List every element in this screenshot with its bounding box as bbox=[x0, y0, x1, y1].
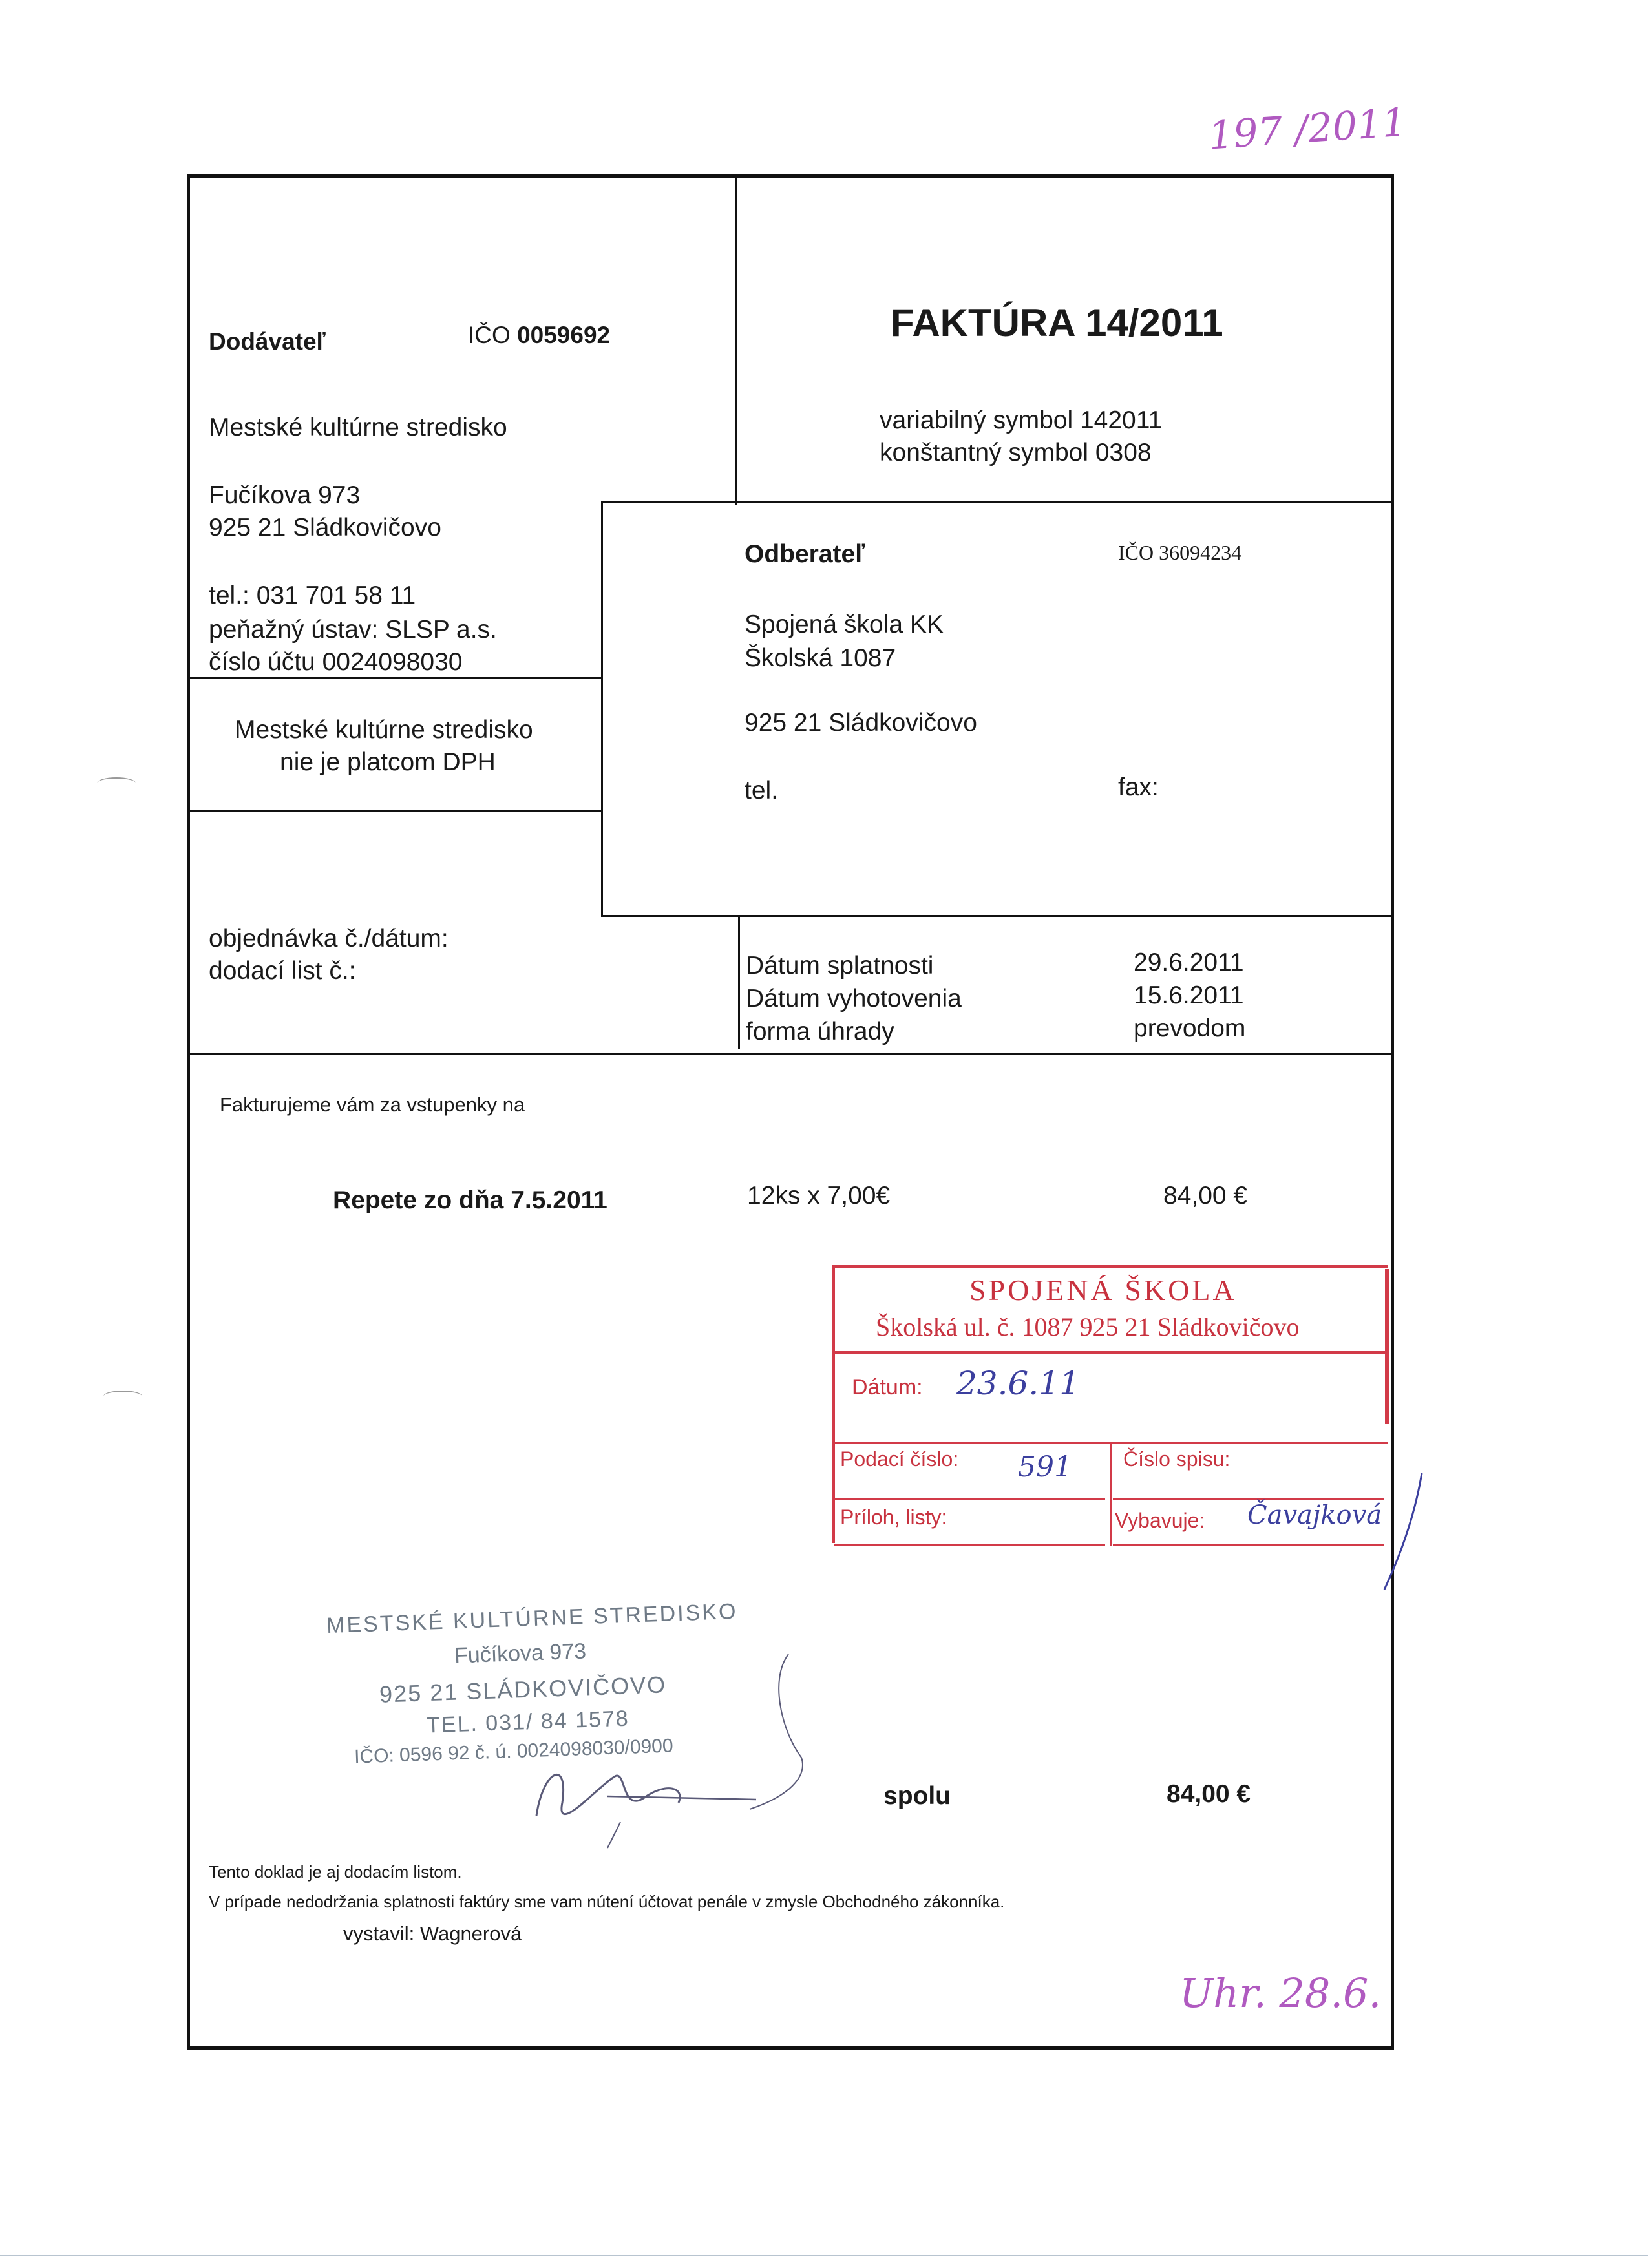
customer-label: Odberateľ bbox=[745, 540, 865, 568]
supplier-stamp-line3: 925 21 SLÁDKOVIČOVO bbox=[379, 1671, 667, 1708]
stamp-line bbox=[834, 1265, 1388, 1268]
customer-name: Spojená škola KK bbox=[745, 611, 944, 638]
total-value: 84,00 € bbox=[1167, 1780, 1251, 1808]
scan-edge bbox=[0, 2255, 1648, 2256]
supplier-stamp-line2: Fučíkova 973 bbox=[454, 1639, 587, 1668]
supplier-stamp-line5: IČO: 0596 92 č. ú. 0024098030/0900 bbox=[354, 1735, 674, 1768]
divider bbox=[190, 1053, 1393, 1055]
stamp-address: Školská ul. č. 1087 925 21 Sládkovičovo bbox=[876, 1312, 1300, 1341]
divider bbox=[601, 915, 1393, 917]
divider bbox=[735, 176, 737, 505]
stamp-handler-label: Vybavuje: bbox=[1115, 1509, 1205, 1532]
stamp-line bbox=[834, 1351, 1388, 1354]
signature bbox=[517, 1628, 853, 1861]
divider bbox=[738, 915, 740, 1049]
stamp-line bbox=[1385, 1269, 1389, 1424]
supplier-ico-label: IČO bbox=[468, 322, 511, 348]
due-date-label: Dátum splatnosti bbox=[746, 952, 934, 980]
customer-city: 925 21 Sládkovičovo bbox=[745, 709, 977, 737]
supplier-name: Mestské kultúrne stredisko bbox=[209, 414, 507, 441]
supplier-bank: peňažný ústav: SLSP a.s. bbox=[209, 616, 497, 644]
customer-street: Školská 1087 bbox=[745, 644, 896, 672]
divider bbox=[190, 810, 601, 812]
stamp-line bbox=[834, 1498, 1105, 1500]
supplier-city: 925 21 Sládkovičovo bbox=[209, 514, 441, 541]
order-label: objednávka č./dátum: bbox=[209, 925, 449, 952]
vat-note-line1: Mestské kultúrne stredisko bbox=[235, 716, 533, 744]
due-date-value: 29.6.2011 bbox=[1134, 949, 1244, 976]
supplier-label: Dodávateľ bbox=[209, 328, 326, 355]
divider bbox=[601, 501, 1393, 503]
item-name: Repete zo dňa 7.5.2011 bbox=[333, 1186, 607, 1214]
annotation-top: 197 /2011 bbox=[1207, 100, 1408, 159]
issuer: vystavil: Wagnerová bbox=[343, 1922, 522, 1945]
supplier-ico bbox=[468, 320, 610, 351]
issued-date-label: Dátum vyhotovenia bbox=[746, 985, 962, 1013]
supplier-stamp-line4: TEL. 031/ 84 1578 bbox=[426, 1706, 630, 1738]
stamp-school: SPOJENÁ ŠKOLA bbox=[969, 1274, 1237, 1307]
supplier-phone: tel.: 031 701 58 11 bbox=[209, 582, 416, 609]
supplier-ico-value: 0059692 bbox=[517, 322, 611, 348]
customer-fax: fax: bbox=[1118, 773, 1159, 801]
intro-text: Fakturujeme vám za vstupenky na bbox=[220, 1093, 525, 1116]
footer-note1: Tento doklad je aj dodacím listom. bbox=[209, 1862, 462, 1882]
stamp-reg-value: 591 bbox=[1018, 1451, 1072, 1484]
issued-date-value: 15.6.2011 bbox=[1134, 982, 1244, 1009]
vat-note-line2: nie je platcom DPH bbox=[280, 748, 496, 776]
stamp-handler-value: Čavajková bbox=[1247, 1500, 1382, 1530]
payment-value: prevodom bbox=[1134, 1014, 1246, 1042]
total-label: spolu bbox=[883, 1782, 951, 1810]
stamp-file-label: Číslo spisu: bbox=[1123, 1447, 1231, 1471]
payment-label: forma úhrady bbox=[746, 1018, 894, 1045]
footer-note2: V prípade nedodržania splatnosti faktúry sme vam nútení účtovat penále v zmysle Obchodného zákonníka. bbox=[209, 1892, 1005, 1911]
stamp-attachments-label: Príloh, listy: bbox=[840, 1506, 947, 1529]
stamp-line bbox=[834, 1544, 1105, 1546]
item-qty: 12ks x 7,00€ bbox=[747, 1182, 891, 1210]
punch-mark bbox=[103, 1391, 142, 1402]
supplier-account: číslo účtu 0024098030 bbox=[209, 648, 463, 676]
item-total: 84,00 € bbox=[1163, 1182, 1248, 1210]
stamp-date-label: Dátum: bbox=[852, 1375, 923, 1400]
stamp-line bbox=[1113, 1544, 1384, 1546]
handwritten-paid: Uhr. 28.6. bbox=[1179, 1969, 1382, 2017]
delivery-label: dodací list č.: bbox=[209, 957, 356, 985]
stamp-line bbox=[1113, 1498, 1384, 1500]
stamp-date-value: 23.6.11 bbox=[956, 1365, 1080, 1402]
customer-tel: tel. bbox=[745, 777, 779, 804]
supplier-street: Fučíkova 973 bbox=[209, 481, 361, 509]
constant-symbol: konštantný symbol 0308 bbox=[880, 439, 1152, 467]
stamp-line bbox=[832, 1265, 835, 1543]
supplier-stamp-line1: MESTSKÉ KULTÚRNE STREDISKO bbox=[326, 1599, 739, 1639]
divider bbox=[601, 501, 603, 916]
variable-symbol: variabilný symbol 142011 bbox=[880, 406, 1163, 434]
invoice-title: FAKTÚRA 14/2011 bbox=[891, 301, 1223, 344]
punch-mark bbox=[97, 777, 136, 789]
stamp-reg-label: Podací číslo: bbox=[840, 1447, 959, 1471]
stamp-line bbox=[1110, 1442, 1112, 1546]
customer-ico: IČO 36094234 bbox=[1118, 541, 1242, 564]
pen-stroke bbox=[1377, 1467, 1435, 1596]
